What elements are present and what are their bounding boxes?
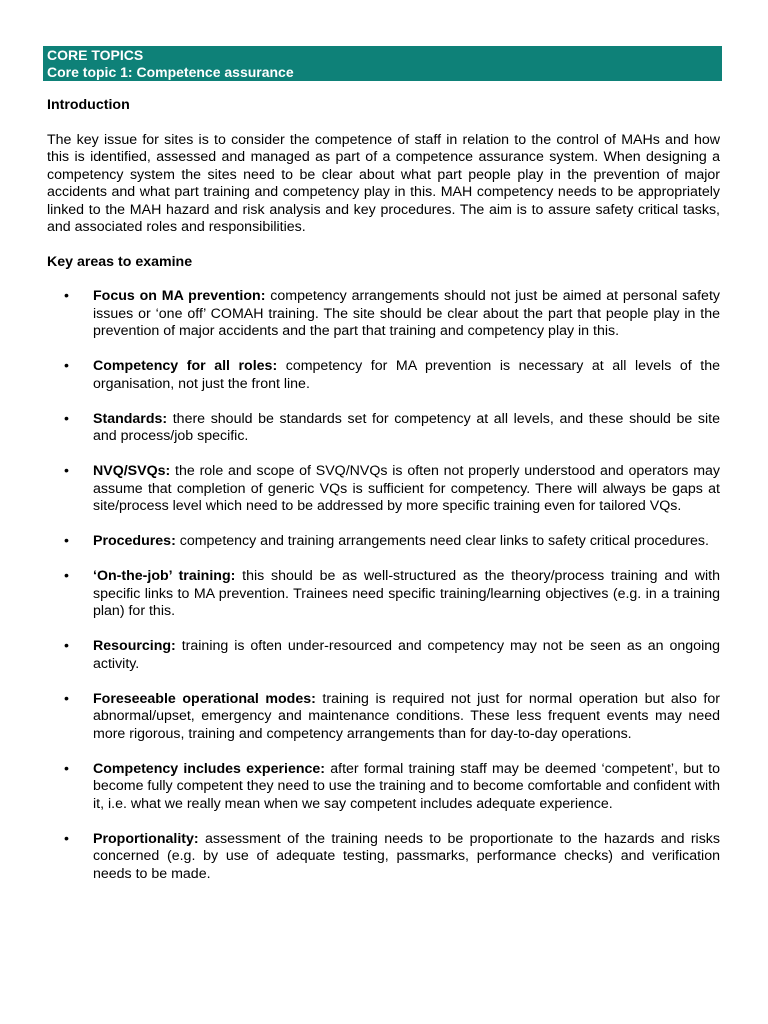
item-term: NVQ/SVQs: [93, 463, 171, 479]
introduction-heading: Introduction [47, 97, 130, 113]
item-text: after formal training staff may be deemed ‘competent’, but to become fully competent they need to use the training and to become comfortable and confident with it, i.e. what we really mean when we say competent includes adequate experience. [93, 760, 721, 812]
key-areas-heading: Key areas to examine [47, 253, 193, 270]
item-text: assessment of the training needs to be proportionate to the hazards and risks concerned (e.g. by use of adequate testing, passmarks, performance checks) and verification needs to be made. [93, 830, 720, 882]
bullet-icon: • [64, 568, 69, 584]
item-text: training is required not just for normal operation but also for abnormal/upset, emergency and maintenance conditions. These less frequent events may need more rigorous, training and competency arrangements than for day-to-day operations. [93, 690, 720, 742]
bullet-icon: • [64, 760, 69, 777]
item-term: Focus on MA prevention: [93, 288, 266, 304]
item-term: Competency for all roles: [93, 358, 278, 374]
item-term: ‘On-the-job’ training: [93, 568, 236, 584]
list-item [47, 533, 720, 551]
bullet-icon: • [64, 638, 69, 654]
item-term: Proportionality: [93, 830, 199, 847]
list-item [47, 358, 720, 393]
item-text: there should be standards set for competency at all levels, and these should be site and process/job specific. [93, 410, 720, 444]
bullet-icon: • [64, 358, 69, 374]
list-item [47, 761, 720, 814]
item-term: Procedures: [93, 533, 176, 549]
list-item [47, 411, 720, 446]
bullet-icon: • [64, 410, 69, 427]
item-term: Resourcing: [93, 638, 176, 654]
bullet-icon: • [64, 690, 69, 707]
bullet-icon: • [64, 533, 69, 549]
item-text: competency and training arrangements need clear links to safety critical procedures. [175, 533, 709, 549]
item-term: Standards: [93, 410, 168, 427]
list-item [47, 463, 720, 516]
document-body [47, 97, 720, 901]
item-text: the role and scope of SVQ/NVQs is often not properly understood and operators may assume that completion of generic VQs is sufficient for competency. There will always be gaps at site/process level which need to be addressed by more specific training even for tailored VQs. [93, 463, 720, 514]
bullet-icon: • [64, 830, 69, 847]
item-text: training is often under-resourced and competency may not be seen as an ongoing activity. [93, 638, 720, 672]
core-topics-header [43, 46, 722, 81]
list-item [47, 691, 720, 744]
item-term: Competency includes experience: [93, 760, 326, 777]
introduction-paragraph: The key issue for sites is to consider the competence of staff in relation to the control of MAHs and how this is identified, assessed and managed as part of a competence assurance system. When designing a competency system the sites need to be clear about what part people play in the prevention of major accidents and what part training and competency play in this. MAH competency needs to be appropriately linked to the MAH hazard and risk analysis and key procedures. The aim is to assure safety critical tasks, and associated roles and responsibilities. [47, 131, 720, 235]
item-text: competency arrangements should not just be aimed at personal safety issues or ‘one off’ COMAH training. The site should be clear about the part that people play in the prevention of major accidents and the part that training and competency play in this. [93, 288, 720, 339]
item-text: competency for MA prevention is necessary at all levels of the organisation, not just the front line. [93, 358, 720, 392]
item-term: Foreseeable operational modes: [93, 690, 316, 707]
bullet-icon: • [64, 288, 69, 304]
list-item [47, 288, 720, 341]
list-item [47, 568, 720, 621]
header-line-1: CORE TOPICS [47, 47, 144, 63]
bullet-icon: • [64, 463, 69, 479]
key-areas-list [47, 288, 720, 883]
list-item [47, 831, 720, 884]
header-line-2: Core topic 1: Competence assurance [47, 64, 294, 80]
item-text: this should be as well-structured as the theory/process training and with specific links to MA prevention. Trainees need specific training/learning objectives (e.g. in a training plan) for this. [93, 568, 720, 619]
list-item [47, 638, 720, 673]
